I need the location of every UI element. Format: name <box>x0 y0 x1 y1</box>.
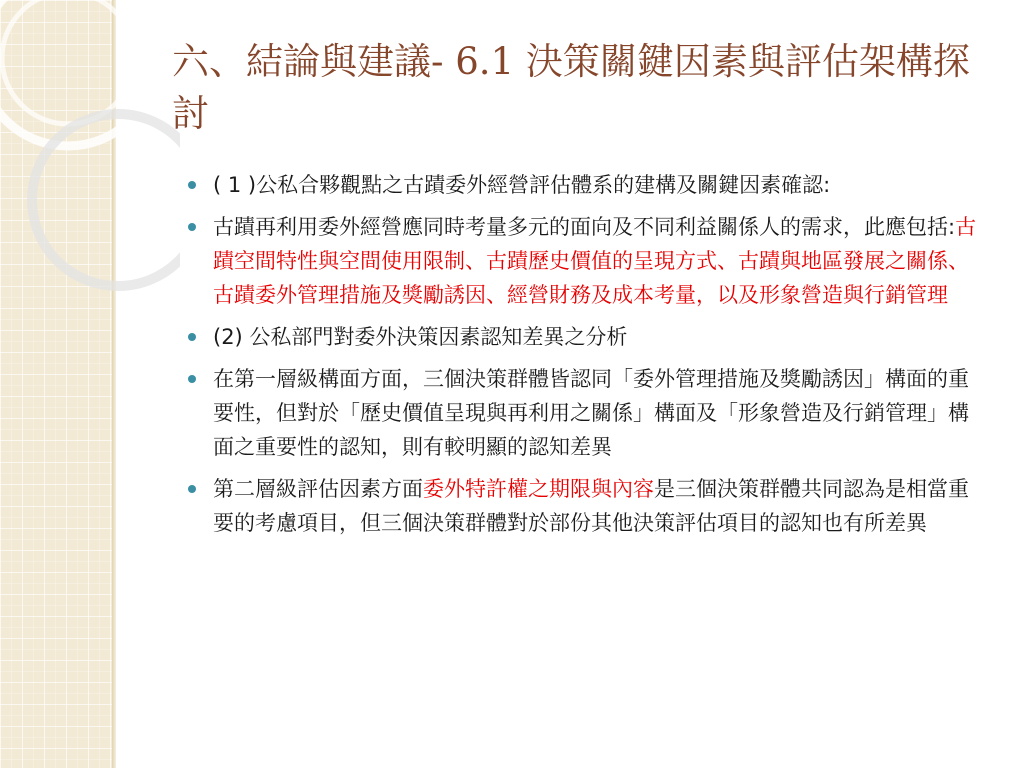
bullet-dot-icon <box>188 333 196 341</box>
bullet-dot-icon <box>188 375 196 383</box>
bullet-dot-icon <box>188 223 196 231</box>
title-part-3: 決策關鍵因素與評估架構探討 <box>172 40 970 135</box>
bullet-text-tail: 是三個決策群體共同認為是相當重要的考慮項目，但三個決策群體對於部份其他決策評估項目的認知也有所差異 <box>213 477 969 535</box>
bullet-text: ( 1 )公私合夥觀點之古蹟委外經營評估體系的建構及關鍵因素確認: <box>213 173 831 197</box>
deco-circle-inner <box>2 0 134 124</box>
title-part-1: 六、結論與建議 <box>172 40 431 83</box>
bullet-text: 第二層級評估因素方面 <box>213 477 423 501</box>
bullet-dot-icon <box>188 485 196 493</box>
bullet-item-5 <box>186 472 986 540</box>
bullet-text: 在第一層級構面方面，三個決策群體皆認同「委外管理措施及獎勵誘因」構面的重要性，但對於「歷史價值呈現與再利用之關係」構面及「形象營造及行銷管理」構面之重要性的認知，則有較明顯的認知差異 <box>213 367 969 459</box>
title-part-2: - 6.1 <box>431 40 526 83</box>
bullet-dot-icon <box>188 181 196 189</box>
bullet-list <box>186 168 986 548</box>
bullet-text: 古蹟再利用委外經營應同時考量多元的面向及不同利益關係人的需求，此應包括: <box>213 215 956 239</box>
bullet-item-3 <box>186 320 986 354</box>
bullet-highlight-text: 委外特許權之期限與內容 <box>423 477 654 501</box>
bullet-text: (2) 公私部門對委外決策因素認知差異之分析 <box>213 325 628 349</box>
bullet-highlight-text: 古蹟空間特性與空間使用限制、古蹟歷史價值的呈現方式、古蹟與地區發展之關係、古蹟委外管理措施及獎勵誘因、經營財務及成本考量，以及形象營造與行銷管理 <box>213 215 977 307</box>
slide-title <box>172 36 972 140</box>
bullet-item-4 <box>186 362 986 464</box>
decorative-circles <box>0 0 180 320</box>
bullet-item-2 <box>186 210 986 312</box>
bullet-item-1 <box>186 168 986 202</box>
